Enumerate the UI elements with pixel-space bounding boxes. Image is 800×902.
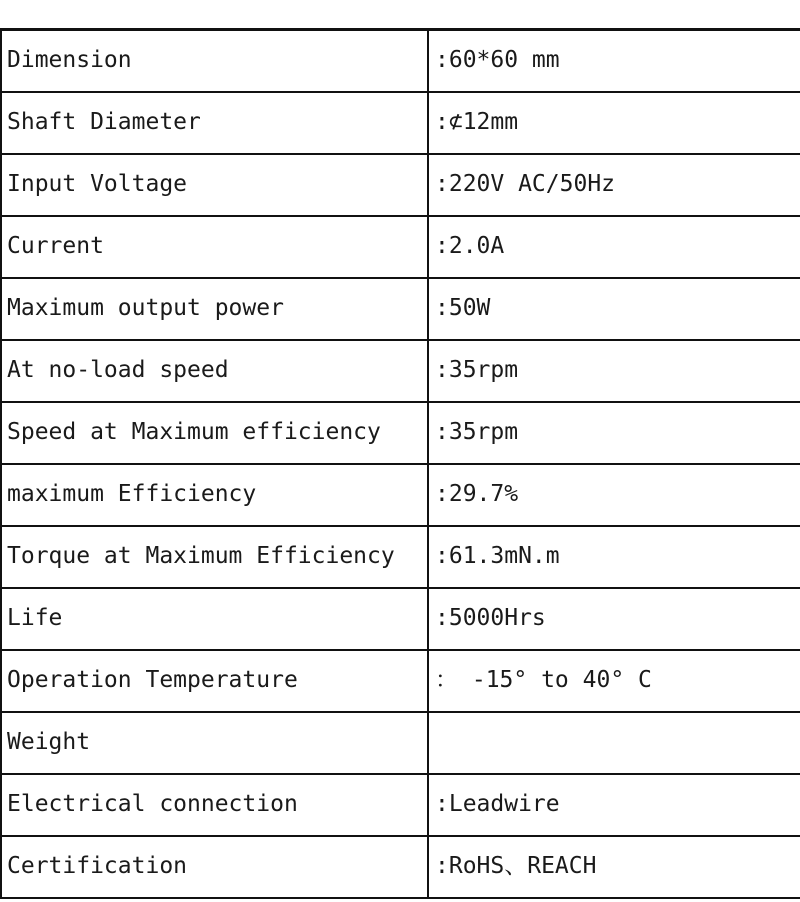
spec-value: :RoHS、REACH <box>428 836 800 898</box>
spec-label: Speed at Maximum efficiency <box>1 402 428 464</box>
spec-label: Electrical connection <box>1 774 428 836</box>
spec-label: Weight <box>1 712 428 774</box>
spec-label: Operation Temperature <box>1 650 428 712</box>
spec-row-operation-temperature <box>1 650 800 712</box>
spec-label: Life <box>1 588 428 650</box>
spec-row-weight <box>1 712 800 774</box>
spec-value: :61.3mN.m <box>428 526 800 588</box>
spec-label: Current <box>1 216 428 278</box>
spec-value: :⊄12mm <box>428 92 800 154</box>
spec-label: Dimension <box>1 30 428 92</box>
spec-value: :60*60 mm <box>428 30 800 92</box>
spec-row-certification <box>1 836 800 898</box>
spec-value: :35rpm <box>428 340 800 402</box>
spec-label: maximum Efficiency <box>1 464 428 526</box>
spec-value: ： -15° to 40° C <box>428 650 800 712</box>
spec-value: :29.7% <box>428 464 800 526</box>
spec-label: Shaft Diameter <box>1 92 428 154</box>
spec-label: At no-load speed <box>1 340 428 402</box>
spec-row-torque-max-efficiency <box>1 526 800 588</box>
spec-value: :2.0A <box>428 216 800 278</box>
spec-value: :35rpm <box>428 402 800 464</box>
spec-row-current <box>1 216 800 278</box>
spec-value: :50W <box>428 278 800 340</box>
spec-value: :Leadwire <box>428 774 800 836</box>
spec-row-input-voltage <box>1 154 800 216</box>
spec-row-max-output-power <box>1 278 800 340</box>
spec-value: :5000Hrs <box>428 588 800 650</box>
spec-table <box>0 28 800 899</box>
spec-label: Maximum output power <box>1 278 428 340</box>
spec-row-max-efficiency <box>1 464 800 526</box>
spec-label: Torque at Maximum Efficiency <box>1 526 428 588</box>
spec-row-shaft-diameter <box>1 92 800 154</box>
spec-label: Certification <box>1 836 428 898</box>
spec-label: Input Voltage <box>1 154 428 216</box>
spec-row-life <box>1 588 800 650</box>
spec-value <box>428 712 800 774</box>
spec-table-body <box>1 30 800 898</box>
spec-row-dimension <box>1 30 800 92</box>
spec-row-electrical-connection <box>1 774 800 836</box>
spec-row-speed-max-efficiency <box>1 402 800 464</box>
spec-row-no-load-speed <box>1 340 800 402</box>
spec-value: :220V AC/50Hz <box>428 154 800 216</box>
